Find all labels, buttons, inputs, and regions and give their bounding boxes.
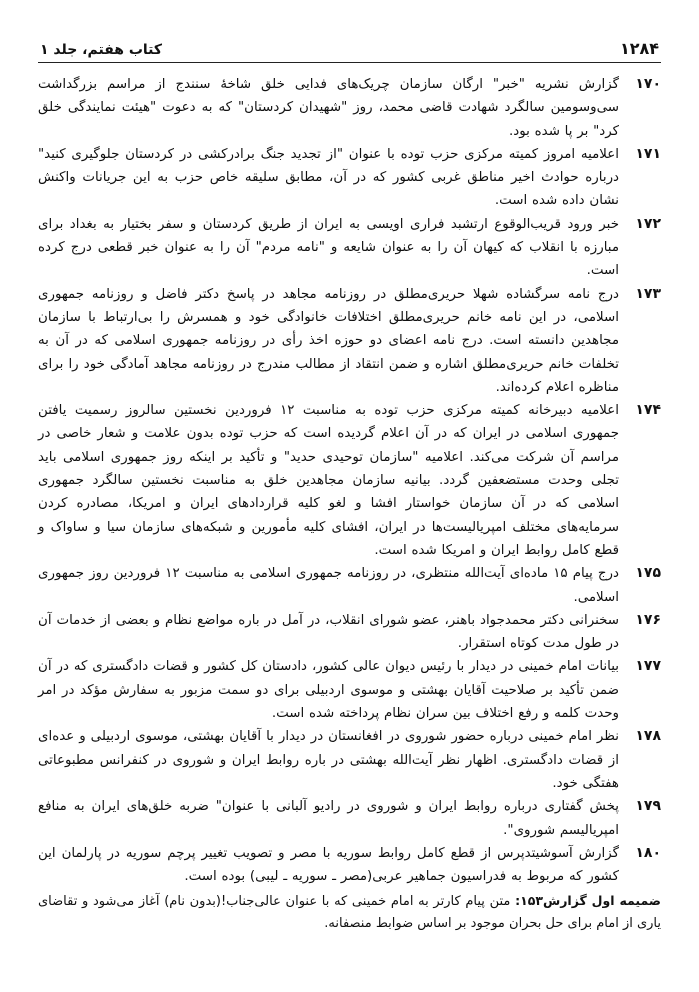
entry-number: ۱۷۰ — [635, 76, 661, 92]
entry-text: خبر ورود قریب‌الوقوع ارتشبد فراری اویسی به ایران از طریق کردستان و سفر بختیار به بغداد برای مبارزه با انقلاب که کیهان آن را به عنوان شایعه و "نامه مردم" آن را به عنوان خبر قطعی درج کرده است. — [38, 216, 619, 279]
list-item — [38, 655, 661, 725]
list-item — [38, 562, 661, 609]
appendix-label: ضمیمه اول گزارش۱۵۳: — [515, 893, 661, 909]
entry-text: درج نامه سرگشاده شهلا حریری‌مطلق در روزنامه مجاهد در پاسخ دکتر فاضل و روزنامه جمهوری اسلامی، در این نامه خانم حریری‌مطلق اختلافات خانوادگی خود و همسرش را بی‌ارتباط با سازمان مجاهدین دانسته است. درج نامه اعضای دو حوزه اخذ رأی در روزنامه جمهوری اسلامی که در آن به تخلفات خانم حریری‌مطلق اشاره و ضمن انتقاد از مطالب مندرج در روزنامه مجاهد آمادگی خود را برای مناظره اعلام کرده‌اند. — [38, 286, 619, 395]
entry-text: اعلامیه امروز کمیته مرکزی حزب توده با عنوان "از تجدید جنگ برادرکشی در کردستان جلوگیری کنید" درباره حوادث اخیر مناطق غربی کشور که در آن، مطابق سلیقه خاص حزب به این جریانات واکنش نشان داده شده است. — [38, 146, 619, 209]
list-item — [38, 609, 661, 656]
list-item — [38, 399, 661, 562]
entry-number: ۱۷۷ — [635, 658, 661, 675]
running-title: کتاب هفتم، جلد ۱ — [40, 42, 163, 58]
chronology-entries — [38, 73, 661, 935]
appendix-text: متن پیام کارتر به امام خمینی که با عنوان عالی‌جناب!(بدون نام) آغاز می‌شود و تقاضای یاری از امام برای حل بحران موجود بر اساس ضوابط منصفانه. — [38, 894, 661, 932]
entry-text: گزارش آسوشیتدپرس از قطع کامل روابط سوریه با مصر و تصویب تغییر پرچم سوریه در پارلمان این کشور که مربوط به فدراسیون جماهیر عربی(مصر ـ سوریه ـ لیبی) بوده است. — [38, 845, 619, 885]
entry-number: ۱۷۲ — [635, 215, 661, 232]
list-item — [38, 143, 661, 213]
entry-text: سخنرانی دکتر محمدجواد باهنر، عضو شورای انقلاب، در آمل در باره مواضع نظام و بعضی از خدمات آن در طول مدت کوتاه استقرار. — [38, 612, 619, 652]
entry-number: ۱۷۹ — [635, 798, 661, 815]
list-item — [38, 842, 661, 889]
entry-number: ۱۷۶ — [635, 611, 661, 628]
entry-number: ۱۷۳ — [635, 285, 661, 302]
entry-number: ۱۷۴ — [635, 402, 661, 419]
entry-text: اعلامیه دبیرخانه کمیته مرکزی حزب توده به مناسبت ۱۲ فروردین نخستین سالروز رسمیت یافتن جمهوری اسلامی در ایران که در آن اعلام گردیده است که حزب توده بدون علامت و شعار خاصی در مراسم آن شرکت می‌کند. اعلامیه "سازمان توحیدی حدید" و تأکید بر اینکه روز جمهوری اسلامی باید تجلی وحدت مستضعفین گردد. بیانیه سازمان مجاهدین خلق به مناسبت نخستین سالگرد جمهوری اسلامی که در آن سازمان خواستار افشا و لغو کلیه قراردادهای ایران و امریکا، مصادره کردن سرمایه‌های مختلف امپریالیست‌ها در ایران، افشای کلیه مأمورین و شبکه‌های سازمان سیا و ساواک و قطع کامل روابط ایران و امریکا شده است. — [38, 403, 619, 558]
appendix-note — [38, 890, 661, 935]
list-item — [38, 795, 661, 842]
list-item — [38, 213, 661, 283]
entry-text: درج پیام ۱۵ ماده‌ای آیت‌الله منتظری، در روزنامه جمهوری اسلامی به مناسبت ۱۲ فروردین روز جمهوری اسلامی. — [38, 566, 619, 605]
list-item — [38, 725, 661, 795]
entry-number: ۱۷۵ — [635, 565, 661, 582]
page-header — [38, 30, 661, 63]
entry-text: بیانات امام خمینی در دیدار با رئیس دیوان عالی کشور، دادستان کل کشور و قضات دادگستری که در آن ضمن تأکید بر صلاحیت آقایان بهشتی و موسوی اردبیلی برای دو سمت مزبور به سفارش مؤکد در امر وحدت کلمه و رفع اختلاف بین سران نظام پرداخته شده است. — [38, 659, 619, 722]
list-item — [38, 73, 661, 143]
entry-text: گزارش نشریه "خبر" ارگان سازمان چریک‌های فدایی خلق شاخهٔ سنندج از مراسم بزرگداشت سی‌وسومین سالگرد شهادت قاضی محمد، روز "شهیدان کردستان" که به دعوت "هیئت نمایندگی خلق کرد" بر پا شده بود. — [38, 77, 619, 139]
entry-number: ۱۷۸ — [635, 728, 661, 745]
entry-number: ۱۷۱ — [635, 145, 661, 162]
entry-text: نظر امام خمینی درباره حضور شوروی در افغانستان در دیدار با آقایان بهشتی، موسوی اردبیلی و عده‌ای از قضات دادگستری. اظهار نظر آیت‌الله بهشتی در باره روابط ایران و شوروی در کنفرانس مطبوعاتی هفتگی خود. — [38, 729, 619, 791]
page-number: ۱۲۸۴ — [619, 39, 659, 58]
entry-text: پخش گفتاری درباره روابط ایران و شوروی در رادیو آلبانی با عنوان" ضربه خلق‌های ایران به منافع امپریالیسم شوروی". — [38, 799, 619, 838]
list-item — [38, 283, 661, 399]
entry-number: ۱۸۰ — [635, 844, 661, 861]
